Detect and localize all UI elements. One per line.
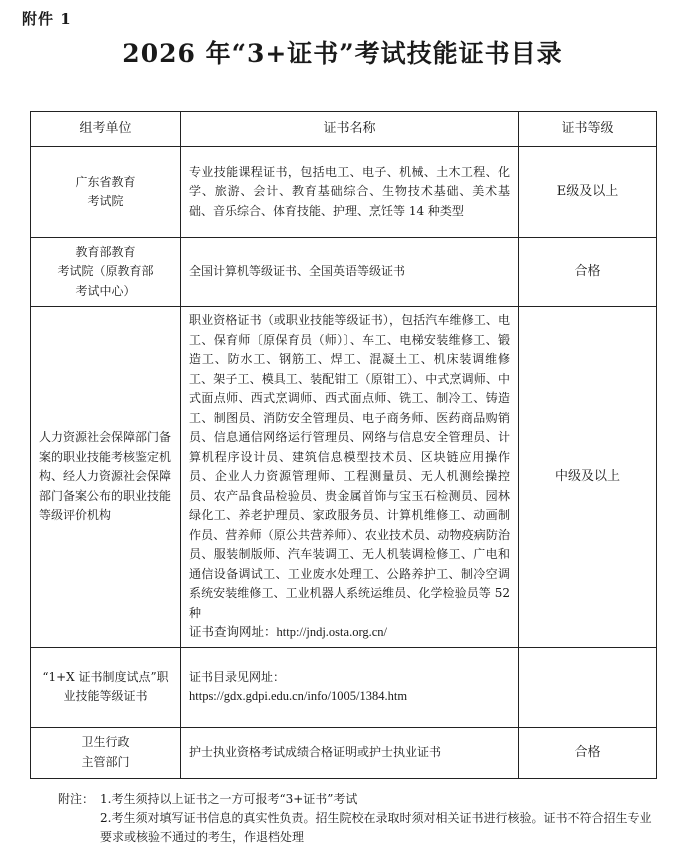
cert-level-cell: E级及以上 [519,147,657,238]
org-line: 教育部教育 [75,244,136,259]
note-item [58,790,658,809]
cert-name-cell [181,147,519,238]
org-line: 人力资源社会保障部门备案的职业技能考核鉴定机构、经人力资源社会保障部门备案公布的职业技能等级评价机构 [39,430,172,522]
cert-level-cell: 合格 [519,238,657,307]
annex-label: 附件 1 [22,10,72,28]
org-line: 考试中心） [75,283,136,298]
org-line: 考试院 [87,194,124,208]
cert-name-text: 职业资格证书（或职业技能等级证书），包括汽车维修工、电工、保育师〔原保育员（师）〕、车工、电梯安装维修工、锻造工、防水工、钢筋工、焊工、混凝土工、机床装调维修工、架子工、模具工、装配钳工（原钳工）、中式烹调师、中式面点师、西式烹调师、西式面点师、铣工、制冷工、铸造工、制图员、消防安全管理员、电子商务师、医药商品购销员、信息通信网络运行管理员、网络与信息安全管理员、计算机程序设计员、建筑信息模型技术员、区块链应用操作员、企业人力资源管理师、工程测量员、无人机测绘操控员、农产品食品检验员、贵金属首饰与宝玉石检测员、园林绿化工、养老护理员、家政服务员、计算机维修工、动画制作员、营养师（原公共营养师）、农业技术员、动物疫病防治员、服装制版师、汽车装调工、无人机装调检修工、广电和通信设备调试工、工业废水处理工、公路养护工、制冷空调系统安装维修工、工业机器人系统运维员、化学检验员等 52 种 [189,313,510,620]
org-cell [31,307,181,648]
table-row [31,647,657,727]
table-header-row [31,112,657,147]
org-cell [31,727,181,778]
cert-name-text: 护士执业资格考试成绩合格证明或护士执业证书 [189,744,442,759]
note-text: 1.考生须持以上证书之一方可报考“3+证书”考试 [100,792,358,806]
table-row [31,307,657,648]
notes-label: 附注： [58,792,95,806]
cert-name-text: 证书目录见网址： [189,669,286,684]
header-org: 组考单位 [31,112,181,147]
table-row [31,727,657,778]
cert-name-cell [181,647,519,727]
cert-name-text: 全国计算机等级证书、全国英语等级证书 [189,264,406,279]
org-cell [31,238,181,307]
cert-level-cell: 合格 [519,727,657,778]
cert-name-cell [181,307,519,648]
certificate-table [30,111,657,779]
org-line: “1+X 证书制度试点”职业技能等级证书 [42,669,169,703]
document-title: 2026 年“3+证书”考试技能证书目录 [122,39,563,68]
org-cell [31,147,181,238]
cert-name-cell [181,727,519,778]
note-text: 2.考生须对填写证书信息的真实性负责。招生院校在录取时须对相关证书进行核验。证书不符合招生专业要求或核验不通过的考生，作退档处理 [100,811,652,844]
notes-section [58,790,658,847]
org-line: 主管部门 [81,754,130,769]
cert-query-url[interactable]: 证书查询网址：http://jndj.osta.org.cn/ [189,625,388,639]
cert-name-cell [181,238,519,307]
cert-level-cell: 中级及以上 [519,307,657,648]
org-cell [31,647,181,727]
note-item [58,809,658,847]
org-line: 卫生行政 [81,735,130,749]
org-line: 考试院（原教育部 [57,264,154,279]
cert-name-text: 专业技能课程证书，包括电工、电子、机械、土木工程、化学、旅游、会计、教育基础综合、生物技术基础、美术基础、音乐综合、体育技能、护理、烹饪等 14 种类型 [189,164,510,218]
header-cert-name: 证书名称 [181,112,519,147]
org-line: 广东省教育 [75,174,136,189]
table-row [31,147,657,238]
header-cert-level: 证书等级 [519,112,657,147]
cert-list-url[interactable]: https://gdx.gdpi.edu.cn/info/1005/1384.htm [189,689,408,703]
table-row [31,238,657,307]
cert-level-cell [519,647,657,727]
